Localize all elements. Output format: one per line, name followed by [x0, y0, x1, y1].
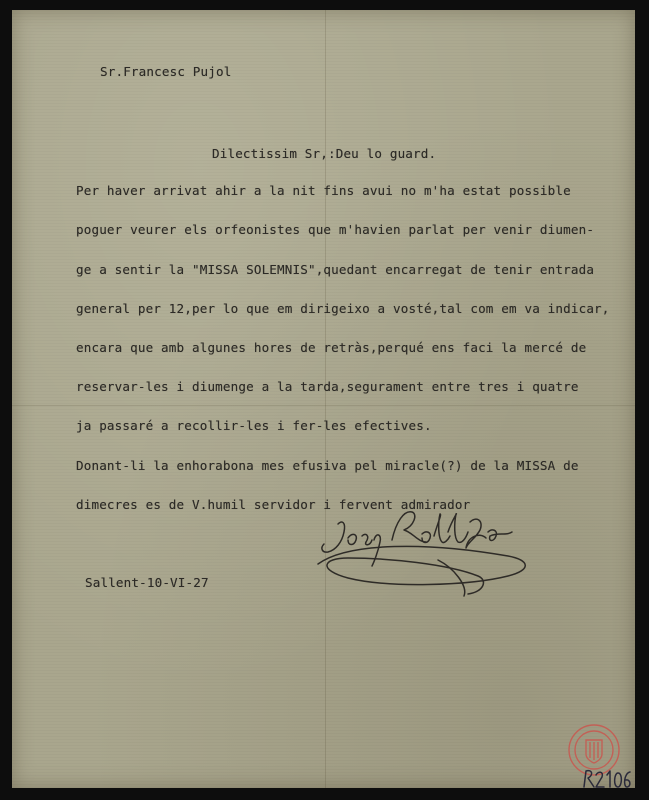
- body-line: dimecres es de V.humil servidor i fervent admirador: [76, 497, 471, 512]
- addressee-line: Sr.Francesc Pujol: [100, 64, 232, 79]
- date-line: Sallent-10-VI-27: [85, 575, 209, 590]
- body-line: ge a sentir la "MISSA SOLEMNIS",quedant encarregat de tenir entrada: [76, 262, 595, 277]
- body-line: Per haver arrivat ahir a la nit fins avui no m'ha estat possible: [76, 183, 571, 198]
- body-line: ja passaré a recollir-les i fer-les efectives.: [76, 418, 432, 433]
- body-line: Donant-li la enhorabona mes efusiva pel miracle(?) de la MISSA de: [76, 458, 579, 473]
- body-line: poguer veurer els orfeonistes que m'havien parlat per venir diumen-: [76, 222, 595, 237]
- horizontal-fold-crease: [12, 405, 635, 406]
- body-line: general per 12,per lo que em dirigeixo a vosté,tal com em va indicar,: [76, 301, 610, 316]
- archive-reference-handwritten: [580, 765, 632, 791]
- handwritten-signature: [308, 502, 538, 602]
- salutation-line: Dilectissim Sr,:Deu lo guard.: [212, 146, 437, 161]
- body-line: reservar-les i diumenge a la tarda,segurament entre tres i quatre: [76, 379, 579, 394]
- letter-paper: [12, 10, 635, 788]
- vertical-fold-crease: [325, 10, 326, 788]
- body-line: encara que amb algunes hores de retràs,perqué ens faci la mercé de: [76, 340, 587, 355]
